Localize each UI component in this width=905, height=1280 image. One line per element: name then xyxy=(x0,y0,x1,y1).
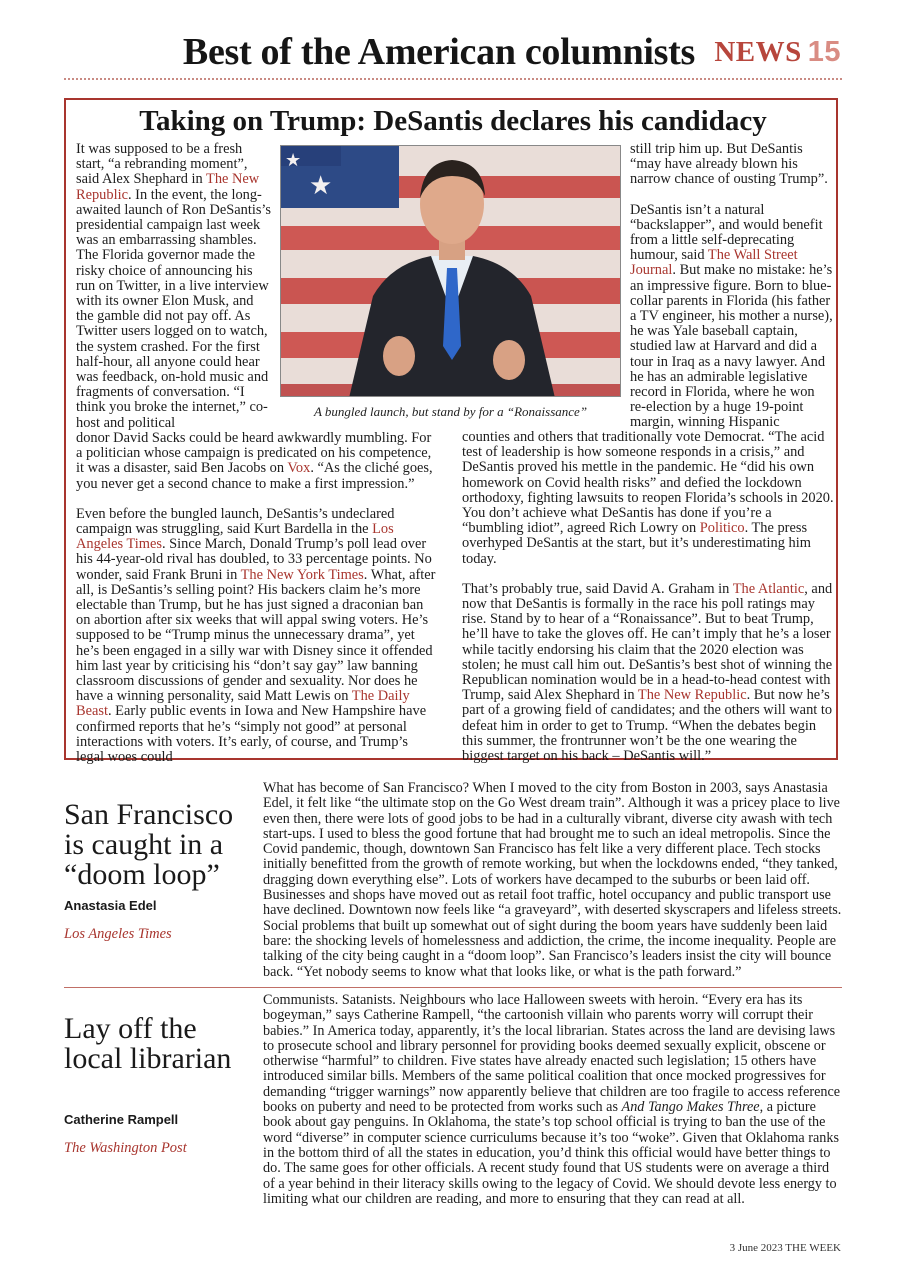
paragraph xyxy=(76,507,436,765)
source-name: The Atlantic xyxy=(732,580,805,597)
article-1-author: Anastasia Edel xyxy=(64,898,157,913)
article-2-body xyxy=(263,993,843,1207)
paragraph-text: counties and others that traditionally vote Democrat. “The acid test of leadership is how someone responds in a crisis,” and DeSantis proved his mettle in the pandemic. He “did his own homework on Covid health risks” and defied the lockdown orthodoxy, fighting lawsuits to reopen Florida’s schools in 2020. You don’t achieve what DeSantis has done if you’re a “bumbling idiot”, agreed Rich Lowry on xyxy=(462,429,834,537)
desantis-photo xyxy=(280,145,621,397)
paragraph-text: DeSantis isn’t a natural “backslapper”, and would benefit from a little self-deprecating humour, said xyxy=(630,201,823,264)
paragraph-text: , and now that DeSantis is formally in the race his poll ratings may rise. Stand by to hear of a “Ronaissance”. But to beat Trump, he’ll have to take the gloves off. He can’t imply that he’s a loser while tacitly endorsing his claim that the 2020 election was stolen; he must call him out. DeSantis’s best shot of winning the Republican nomination would be in a head-to-head contest with Trump, said Alex Shephard in xyxy=(462,580,833,704)
source-name: The New Republic xyxy=(637,687,747,704)
source-name: Politico xyxy=(699,520,745,537)
paragraph xyxy=(462,430,834,567)
source-name: Vox xyxy=(287,460,311,477)
paragraph-text: . But make no mistake: he’s an impressive figure. Born to blue-collar parents in Florida (his father a TV engineer, his mother a nurse), he was Yale baseball captain, studied law at Harvard and did a tour in Iraq as a navy lawyer. And he has an admirable legislative record in Florida, where he won re-election by a huge 19-point margin, winning Hispanic xyxy=(630,262,833,431)
source-name: The New Republic xyxy=(76,171,260,203)
paragraph xyxy=(630,142,834,188)
paragraph-text: . Early public events in Iowa and New Hampshire have confirmed reports that he’s “simply not good” at personal interactions with voters. It’s early, of course, and Trump’s legal woes could xyxy=(76,703,427,766)
section-label xyxy=(714,36,841,69)
paragraph-gap xyxy=(76,492,436,507)
article-2-author: Catherine Rampell xyxy=(64,1112,179,1127)
paragraph-text: donor David Sacks could be heard awkwardly mumbling. For a politician whose campaign is predicated on his competence, it was a disaster, said Ben Jacobs on xyxy=(76,430,432,477)
source-name: Los Angeles Times xyxy=(76,521,394,553)
svg-text:★: ★ xyxy=(309,171,333,201)
article-divider xyxy=(64,987,842,988)
source-name: The New York Times xyxy=(240,566,364,583)
paragraph-text: Even before the bungled launch, DeSantis’s undeclared campaign was struggling, said Kurt Bardella in the xyxy=(76,505,395,538)
right-column-top xyxy=(630,142,834,431)
paragraph-text: . But now he’s part of a growing field of candidates; and the others will want to defeat him in order to get to Trump. “When the debates begin this summer, the frontrunner won’t be the one wearing the biggest target on his back – DeSantis will.” xyxy=(462,687,833,765)
paragraph-text: . In the event, the long-awaited launch of Ron DeSantis’s presidential campaign last week was an embarrassing shambles. The Florida governor made the risky choice of announcing his run on Twitter, in a live interview with its owner Elon Musk, and the gamble did not pay off. As Twitter users logged on to watch, the system crashed. For the first half-hour, all anyone could hear was feedback, on-hold music and fragments of conversation. “I think you broke the internet,” co-host and political xyxy=(76,186,272,431)
article-2-title: Lay off the local librarian xyxy=(64,1012,232,1075)
paragraph-gap xyxy=(630,188,834,203)
header-rule xyxy=(64,78,842,80)
paragraph-text: . What, after all, is DeSantis’s selling point? His backers claim he’s more electable than Trump, but he has just signed a draconian ban on abortion after six weeks that will appal swing voters. He’s supposed to be “Trump minus the unnecessary drama”, yet he’s been engaged in a silly war with Disney since it offended him last year by criticising his “don’t say gay” law banning classroom discussions of gender and sexuality. Nor does he have a winning personality, said Matt Lewis on xyxy=(76,566,436,705)
photo-caption: A bungled launch, but stand by for a “Ronaissance” xyxy=(313,404,588,419)
article-2-body-end: , a picture book about gay penguins. In Oklahoma, the state’s top school official is trying to ban the use of the word “diverse” in computer science curriculums because it’s too “woke”. Given that Oklahoma ranks in the bottom third of all the states in education, you’d think this official would have better things to do. The same goes for other officials. A recent study found that US students were on average a third of a year behind in their literacy skills owing to the legacy of Covid. We should devote less energy to limiting what our children are reading, and more to ensuring that they can read at all. xyxy=(263,1099,839,1207)
page-footer: 3 June 2023 THE WEEK xyxy=(729,1242,841,1254)
article-2-book-title: And Tango Makes Three xyxy=(621,1099,760,1116)
article-1-body: What has become of San Francisco? When I moved to the city from Boston in 2003, says Anastasia Edel, it felt like “the ultimate stop on the Go West dream train”. Although it was a pricey place to live even then, there were lots of good jobs to be had in a culturally vibrant, diverse city awash with tech start-ups. I used to bless the good fortune that had brought me to such an ideal metropolis. Since the Covid pandemic, though, downtown San Francisco has felt like a very different place. Tech stocks initially benefitted from the growth of remote working, but when the lockdowns ended, “they tanked, dragging down everything else”. Lots of workers have decamped to the suburbs or been laid off. Businesses and shops have moved out as retail foot traffic, hotel occupancy and public transport use have declined. Downtown now feels like “a graveyard”, with deserted skyscrapers and lifeless streets. Social problems that built up somewhat out of sight during the boom years have suddenly been laid bare: the shocking levels of homelessness and addiction, the crime, the income inequality. People are talking of the city being caught in a “doom loop”. San Francisco’s leaders insist the city will bounce back. “Yet nobody seems to know what that looks like, or what is the path forward.” xyxy=(263,780,842,980)
paragraph-gap xyxy=(462,567,834,582)
photo-illustration xyxy=(281,146,621,397)
main-article-title: Taking on Trump: DeSantis declares his candidacy xyxy=(139,105,767,137)
paragraph-text: . The press overhyped DeSantis at the start, but it’s underestimating him today. xyxy=(462,520,811,567)
paragraph xyxy=(462,582,834,764)
article-1-source: Los Angeles Times xyxy=(64,926,172,942)
paragraph-text: That’s probably true, said David A. Graham in xyxy=(462,580,733,597)
page-number: 15 xyxy=(807,36,841,68)
page-title: Best of the American columnists xyxy=(182,31,695,73)
svg-text:★: ★ xyxy=(285,150,302,171)
source-name: The Daily Beast xyxy=(76,688,410,720)
right-column-bottom xyxy=(462,430,834,764)
paragraph-text: It was supposed to be a fresh start, “a rebranding moment”, said Alex Shephard in xyxy=(76,141,248,188)
paragraph-text: still trip him up. But DeSantis “may have already blown his narrow chance of ousting Trump”. xyxy=(630,141,828,188)
paragraph xyxy=(76,431,436,492)
source-name: The Wall Street Journal xyxy=(630,247,798,279)
article-2-body-start: Communists. Satanists. Neighbours who lace Halloween sweets with heroin. “Every era has its bogeyman,” says Catherine Rampell, “the cartoonish villain who parents worry will corrupt their babies.” In America today, apparently, it’s the local librarian. States across the land are devising laws to prosecute school and library personnel for providing books deemed sexually explicit, obscene or otherwise “harmful” to children. Five states have already enacted such legislation; 15 others have introduced similar bills. Members of the same political coalition that once mocked progressives for demanding “trigger warnings” now apparently believe that children are too fragile to access reference books on puberty and need to be protected from works such as xyxy=(263,992,841,1116)
paragraph xyxy=(76,142,272,431)
left-column-bottom xyxy=(76,431,436,765)
left-column-top xyxy=(76,142,272,431)
article-1-title: San Francisco is caught in a “doom loop” xyxy=(64,798,234,891)
paragraph xyxy=(630,203,834,431)
paragraph-text: . “As the cliché goes, you never get a second chance to make a first impression.” xyxy=(76,460,433,492)
section-name: NEWS xyxy=(714,36,802,68)
paragraph-text: . Since March, Donald Trump’s poll lead over his 44-year-old rival has doubled, to 33 percentage points. No wonder, said Frank Bruni in xyxy=(76,536,432,583)
article-2-source: The Washington Post xyxy=(64,1140,187,1156)
